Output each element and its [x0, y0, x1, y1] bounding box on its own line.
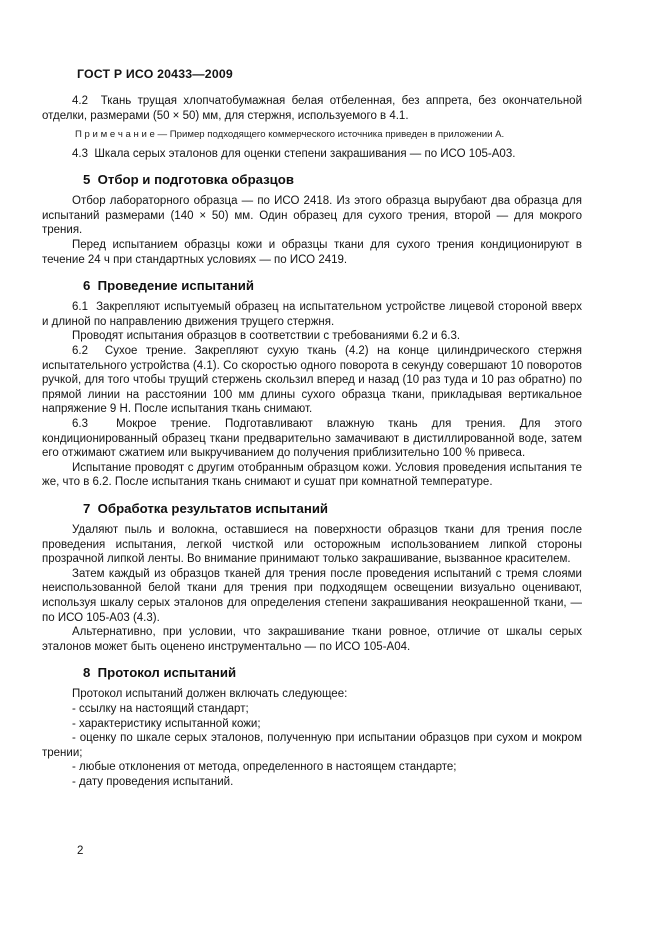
clause-6-3-paragraph: 6.3 Мокрое трение. Подготавливают влажную ткань для трения. Для этого кондиционированный образец ткани предварительно замачивают в дистиллированной воде, затем его отжимают сжатием или выкручиванием до получения приблизительно 100 % привеса. — [42, 418, 582, 460]
section-8-list-item: - ссылку на настоящий стандарт; — [72, 702, 249, 715]
section-5-heading: 5 Отбор и подготовка образцов — [83, 172, 294, 188]
section-8-list-item: - оценку по шкале серых эталонов, полученную при испытании образцов при сухом и мокром трении; — [42, 732, 582, 759]
section-8-intro: Протокол испытаний должен включать следующее: — [72, 688, 348, 701]
clause-4-2-paragraph: 4.2 Ткань трущая хлопчатобумажная белая отбеленная, без аппрета, без окончательной отделки, размерами (50 × 50) мм, для стержня, используемого в 4.1. — [42, 95, 582, 122]
clause-6-1-paragraph: 6.1 Закрепляют испытуемый образец на испытательном устройстве лицевой стороной вверх и длиной по направлению движения трущего стержня. — [42, 301, 582, 328]
section-6-paragraph-5: Испытание проводят с другим отобранным образцом кожи. Условия проведения испытания те же, что в 6.2. После испытания ткань снимают и сушат при комнатной температуре. — [42, 461, 582, 489]
clause-4-2-note — [42, 129, 582, 142]
section-8-heading: 8 Протокол испытаний — [83, 665, 237, 681]
section-7-paragraph-3: Альтернативно, при условии, что закрашивание ткани ровное, отличие от шкалы серых эталонов может быть оценено инструментально — по ИСО 105-А04. — [42, 626, 582, 653]
text-block — [42, 67, 582, 789]
section-8-list-item: - дату проведения испытаний. — [72, 775, 234, 788]
section-6-heading: 6 Проведение испытаний — [83, 278, 254, 294]
clause-6-2-paragraph: 6.2 Сухое трение. Закрепляют сухую ткань (4.2) на конце цилиндрического стержня испытательного устройства (4.1). Со скоростью одного поворота в секунду совершают 10 поворотов ручкой, для того чтобы трущий стержень скользил вперед и назад (10 раз туда и 10 раз обратно) по прямой линии на расстоянии 100 мм длины сухого образца ткани, прикладывая вертикальное напряжение 9 Н. После испытания ткань снимают. — [42, 345, 582, 416]
note-label: П р и м е ч а н и е — [75, 129, 155, 141]
section-7-heading: 7 Обработка результатов испытаний — [83, 500, 329, 516]
note-text: — Пример подходящего коммерческого источника приведен в приложении А. — [154, 129, 505, 141]
section-8-list-item: - любые отклонения от метода, определенного в настоящем стандарте; — [72, 761, 457, 774]
section-8-list-item: - характеристику испытанной кожи; — [72, 717, 261, 730]
section-7-paragraph-2: Затем каждый из образцов тканей для трения после проведения испытаний с тремя слоями неиспользованной белой ткани для трения при подходящем освещении визуально оценивают, используя шкалу серых эталонов для определения степени закрашивания неокрашенной ткани, — по ИСО 105-А03 (4.3). — [42, 567, 582, 624]
page-number: 2 — [77, 845, 84, 857]
section-5-paragraph-1: Отбор лабораторного образца — по ИСО 2418. Из этого образца вырубают два образца для испытаний размерами (140 × 50) мм. Один образец для сухого трения, второй — для мокрого трения. — [42, 195, 582, 237]
clause-4-3-paragraph: 4.3 Шкала серых эталонов для оценки степени закрашивания — по ИСО 105-А03. — [72, 147, 516, 160]
section-6-paragraph-2: Проводят испытания образцов в соответствии с требованиями 6.2 и 6.3. — [72, 330, 461, 343]
running-header-standard-designation: ГОСТ Р ИСО 20433—2009 — [77, 67, 233, 81]
section-7-paragraph-1: Удаляют пыль и волокна, оставшиеся на поверхности образцов ткани для трения после проведения испытания, легкой чисткой или осторожным использованием липкой стороны прозрачной липкой ленты. Во внимание принимают только закрашивание, вызванное красителем. — [42, 523, 582, 566]
section-5-paragraph-2: Перед испытанием образцы кожи и образцы ткани для сухого трения кондиционируют в течение 24 ч при стандартных условиях — по ИСО 2419. — [42, 239, 582, 266]
